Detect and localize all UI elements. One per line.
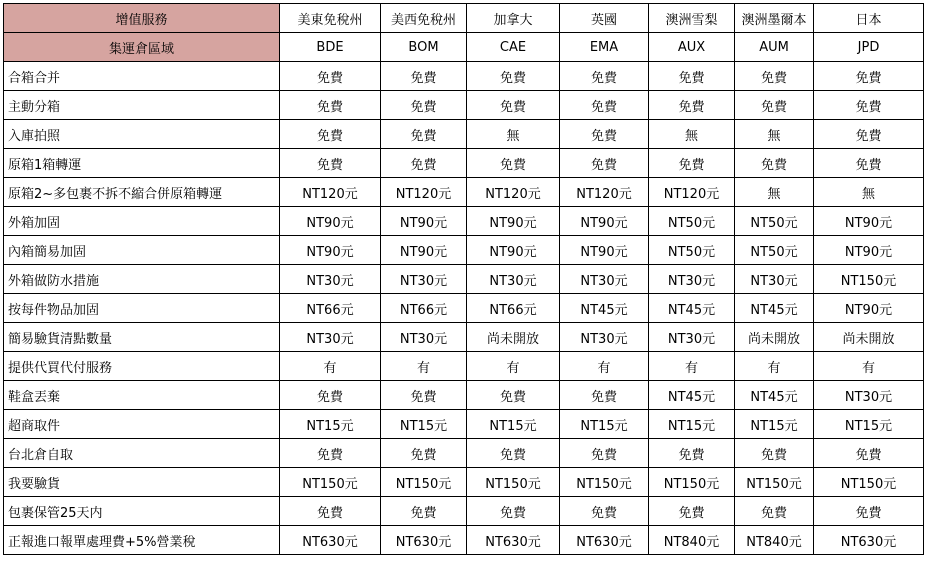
column-header-name: 澳洲雪梨 [649, 4, 735, 33]
column-header-name: 加拿大 [467, 4, 560, 33]
row-label: 按每件物品加固 [4, 294, 280, 323]
price-cell: 免費 [649, 149, 735, 178]
price-cell: NT15元 [814, 410, 924, 439]
price-cell: NT15元 [560, 410, 649, 439]
price-cell: 有 [735, 352, 814, 381]
table-row [4, 497, 924, 526]
price-cell: NT120元 [649, 178, 735, 207]
price-cell: NT150元 [280, 468, 381, 497]
price-cell: 免費 [280, 149, 381, 178]
price-cell: NT840元 [735, 526, 814, 555]
header-row-regions [4, 4, 924, 33]
price-cell: 尚未開放 [735, 323, 814, 352]
price-cell: NT15元 [735, 410, 814, 439]
row-label: 入庫拍照 [4, 120, 280, 149]
price-cell: NT120元 [280, 178, 381, 207]
price-cell: NT90元 [467, 207, 560, 236]
column-header-code: AUM [735, 33, 814, 62]
price-cell: 免費 [280, 381, 381, 410]
price-cell: NT30元 [560, 265, 649, 294]
row-label: 合箱合并 [4, 62, 280, 91]
table-row [4, 526, 924, 555]
price-cell: NT150元 [381, 468, 467, 497]
column-header-code: AUX [649, 33, 735, 62]
price-cell: NT120元 [467, 178, 560, 207]
price-cell: 免費 [814, 91, 924, 120]
table-row [4, 323, 924, 352]
price-cell: NT30元 [280, 323, 381, 352]
pricing-table-container [3, 3, 924, 555]
price-cell: 免費 [560, 149, 649, 178]
price-cell: 免費 [381, 381, 467, 410]
table-row [4, 149, 924, 178]
price-cell: NT30元 [649, 265, 735, 294]
row-label: 我要驗貨 [4, 468, 280, 497]
price-cell: 免費 [814, 62, 924, 91]
price-cell: 免費 [467, 149, 560, 178]
price-cell: 免費 [280, 91, 381, 120]
price-cell: NT90元 [560, 236, 649, 265]
price-cell: 免費 [467, 381, 560, 410]
price-cell: 免費 [280, 497, 381, 526]
row-label: 正報進口報單處理費+5%營業稅 [4, 526, 280, 555]
price-cell: NT150元 [735, 468, 814, 497]
table-row [4, 178, 924, 207]
price-cell: NT45元 [735, 381, 814, 410]
price-cell: 免費 [280, 120, 381, 149]
price-cell: NT15元 [381, 410, 467, 439]
row-label: 提供代買代付服務 [4, 352, 280, 381]
price-cell: NT30元 [381, 323, 467, 352]
table-row [4, 410, 924, 439]
price-cell: NT30元 [280, 265, 381, 294]
price-cell: NT30元 [649, 323, 735, 352]
price-cell: NT50元 [649, 207, 735, 236]
price-cell: NT90元 [381, 236, 467, 265]
price-cell: NT66元 [467, 294, 560, 323]
price-cell: 免費 [814, 120, 924, 149]
table-row [4, 120, 924, 149]
price-cell: 免費 [560, 91, 649, 120]
header-row-codes [4, 33, 924, 62]
price-cell: 免費 [280, 439, 381, 468]
price-cell: 有 [467, 352, 560, 381]
price-cell: NT45元 [735, 294, 814, 323]
price-cell: NT66元 [280, 294, 381, 323]
price-cell: NT30元 [814, 381, 924, 410]
row-label: 外箱加固 [4, 207, 280, 236]
table-body [4, 62, 924, 555]
price-cell: NT630元 [560, 526, 649, 555]
price-cell: 免費 [467, 91, 560, 120]
price-cell: 免費 [649, 91, 735, 120]
row-label: 簡易驗貨清點數量 [4, 323, 280, 352]
price-cell: NT630元 [814, 526, 924, 555]
price-cell: NT15元 [649, 410, 735, 439]
price-cell: NT50元 [649, 236, 735, 265]
price-cell: NT150元 [649, 468, 735, 497]
column-header-name: 美西免稅州 [381, 4, 467, 33]
row-label: 主動分箱 [4, 91, 280, 120]
price-cell: 免費 [467, 497, 560, 526]
price-cell: NT150元 [814, 468, 924, 497]
price-cell: NT45元 [649, 294, 735, 323]
row-label: 超商取件 [4, 410, 280, 439]
price-cell: NT90元 [814, 207, 924, 236]
table-row [4, 62, 924, 91]
table-row [4, 207, 924, 236]
row-label: 鞋盒丟棄 [4, 381, 280, 410]
row-label: 原箱1箱轉運 [4, 149, 280, 178]
price-cell: 無 [467, 120, 560, 149]
price-cell: NT30元 [560, 323, 649, 352]
column-header-name: 美東免稅州 [280, 4, 381, 33]
price-cell: 尚未開放 [814, 323, 924, 352]
price-cell: NT630元 [280, 526, 381, 555]
price-cell: 免費 [814, 149, 924, 178]
price-cell: NT630元 [381, 526, 467, 555]
price-cell: 免費 [560, 381, 649, 410]
table-row [4, 352, 924, 381]
table-row [4, 91, 924, 120]
table-row [4, 439, 924, 468]
price-cell: NT90元 [560, 207, 649, 236]
price-cell: 免費 [381, 62, 467, 91]
table-row [4, 236, 924, 265]
price-cell: 有 [814, 352, 924, 381]
price-cell: NT66元 [381, 294, 467, 323]
price-cell: 免費 [381, 149, 467, 178]
price-cell: 免費 [735, 439, 814, 468]
price-cell: 有 [560, 352, 649, 381]
price-cell: 免費 [735, 62, 814, 91]
table-row [4, 381, 924, 410]
price-cell: 免費 [560, 497, 649, 526]
price-cell: 免費 [467, 439, 560, 468]
price-cell: 無 [814, 178, 924, 207]
price-cell: 有 [649, 352, 735, 381]
price-cell: 有 [381, 352, 467, 381]
price-cell: 免費 [560, 439, 649, 468]
price-cell: NT45元 [560, 294, 649, 323]
price-cell: NT150元 [814, 265, 924, 294]
price-cell: NT840元 [649, 526, 735, 555]
price-cell: 免費 [814, 497, 924, 526]
value-added-services-table [3, 3, 924, 555]
price-cell: 無 [735, 178, 814, 207]
price-cell: 免費 [649, 497, 735, 526]
price-cell: NT30元 [381, 265, 467, 294]
price-cell: NT90元 [280, 236, 381, 265]
price-cell: 免費 [381, 120, 467, 149]
column-header-name: 日本 [814, 4, 924, 33]
column-header-code: EMA [560, 33, 649, 62]
price-cell: NT150元 [560, 468, 649, 497]
price-cell: 無 [649, 120, 735, 149]
price-cell: NT90元 [467, 236, 560, 265]
price-cell: NT15元 [280, 410, 381, 439]
price-cell: NT45元 [649, 381, 735, 410]
price-cell: 免費 [560, 62, 649, 91]
price-cell: NT630元 [467, 526, 560, 555]
column-header-code: JPD [814, 33, 924, 62]
price-cell: NT90元 [280, 207, 381, 236]
price-cell: NT90元 [814, 236, 924, 265]
service-header-cell: 增值服務 [4, 4, 280, 33]
price-cell: 有 [280, 352, 381, 381]
row-label: 原箱2~多包裹不拆不縮合併原箱轉運 [4, 178, 280, 207]
price-cell: NT90元 [814, 294, 924, 323]
price-cell: NT15元 [467, 410, 560, 439]
price-cell: 免費 [735, 91, 814, 120]
price-cell: 免費 [381, 439, 467, 468]
warehouse-header-cell: 集運倉區域 [4, 33, 280, 62]
row-label: 包裹保管25天内 [4, 497, 280, 526]
column-header-code: CAE [467, 33, 560, 62]
table-row [4, 294, 924, 323]
price-cell: 免費 [381, 91, 467, 120]
price-cell: NT150元 [467, 468, 560, 497]
column-header-name: 澳洲墨爾本 [735, 4, 814, 33]
price-cell: 尚未開放 [467, 323, 560, 352]
price-cell: 免費 [814, 439, 924, 468]
row-label: 台北倉自取 [4, 439, 280, 468]
price-cell: NT50元 [735, 236, 814, 265]
row-label: 內箱簡易加固 [4, 236, 280, 265]
price-cell: 免費 [280, 62, 381, 91]
table-row [4, 468, 924, 497]
price-cell: NT30元 [735, 265, 814, 294]
price-cell: 免費 [649, 62, 735, 91]
price-cell: 無 [735, 120, 814, 149]
price-cell: 免費 [467, 62, 560, 91]
price-cell: NT120元 [560, 178, 649, 207]
price-cell: NT50元 [735, 207, 814, 236]
column-header-code: BOM [381, 33, 467, 62]
price-cell: NT120元 [381, 178, 467, 207]
price-cell: NT90元 [381, 207, 467, 236]
row-label: 外箱做防水措施 [4, 265, 280, 294]
table-row [4, 265, 924, 294]
price-cell: NT30元 [467, 265, 560, 294]
price-cell: 免費 [735, 497, 814, 526]
column-header-code: BDE [280, 33, 381, 62]
price-cell: 免費 [381, 497, 467, 526]
price-cell: 免費 [735, 149, 814, 178]
column-header-name: 英國 [560, 4, 649, 33]
price-cell: 免費 [560, 120, 649, 149]
price-cell: 免費 [649, 439, 735, 468]
